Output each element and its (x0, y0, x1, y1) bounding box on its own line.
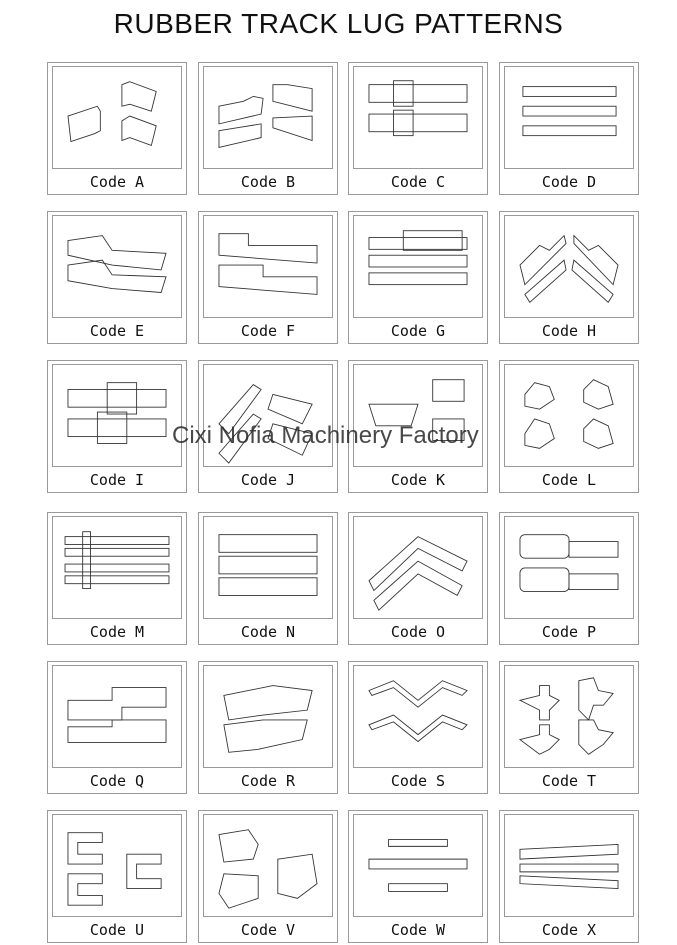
pattern-cell-f (198, 211, 338, 344)
lug-pattern-drawing (353, 364, 483, 467)
watermark: Cixi Nofia Machinery Factory (172, 422, 479, 449)
lug-pattern-drawing (203, 665, 333, 768)
page-title: RUBBER TRACK LUG PATTERNS (113, 8, 564, 39)
pattern-label: Code L (541, 471, 597, 489)
pattern-label: Code A (89, 173, 145, 191)
pattern-cell-q (47, 661, 187, 794)
pattern-label: Code O (390, 623, 446, 641)
lug-pattern-drawing (504, 215, 634, 318)
pattern-label: Code N (240, 623, 296, 641)
lug-pattern-drawing (52, 364, 182, 467)
pattern-label: Code M (89, 623, 145, 641)
pattern-label: Code B (240, 173, 296, 191)
pattern-label: Code V (240, 921, 296, 939)
pattern-cell-c (348, 62, 488, 195)
pattern-cell-t (499, 661, 639, 794)
pattern-cell-s (348, 661, 488, 794)
pattern-cell-x (499, 810, 639, 943)
pattern-label: Code D (541, 173, 597, 191)
pattern-cell-h (499, 211, 639, 344)
lug-pattern-drawing (52, 516, 182, 619)
pattern-cell-e (47, 211, 187, 344)
pattern-cell-p (499, 512, 639, 645)
lug-pattern-drawing (504, 516, 634, 619)
lug-pattern-drawing (504, 814, 634, 917)
pattern-label: Code W (390, 921, 446, 939)
lug-pattern-drawing (353, 665, 483, 768)
pattern-label: Code C (390, 173, 446, 191)
pattern-cell-b (198, 62, 338, 195)
pattern-label: Code P (541, 623, 597, 641)
pattern-label: Code I (89, 471, 145, 489)
pattern-label: Code J (240, 471, 296, 489)
pattern-cell-g (348, 211, 488, 344)
lug-pattern-drawing (504, 665, 634, 768)
pattern-cell-m (47, 512, 187, 645)
pattern-label: Code T (541, 772, 597, 790)
lug-pattern-drawing (203, 364, 333, 467)
lug-pattern-drawing (353, 66, 483, 169)
lug-pattern-drawing (504, 66, 634, 169)
pattern-label: Code F (240, 322, 296, 340)
lug-pattern-drawing (203, 66, 333, 169)
pattern-cell-v (198, 810, 338, 943)
lug-pattern-drawing (52, 66, 182, 169)
pattern-label: Code Q (89, 772, 145, 790)
lug-pattern-drawing (353, 516, 483, 619)
lug-pattern-drawing (504, 364, 634, 467)
pattern-label: Code R (240, 772, 296, 790)
lug-pattern-drawing (203, 516, 333, 619)
pattern-label: Code G (390, 322, 446, 340)
lug-pattern-drawing (353, 215, 483, 318)
pattern-cell-i (47, 360, 187, 493)
pattern-label: Code K (390, 471, 446, 489)
pattern-cell-r (198, 661, 338, 794)
pattern-cell-o (348, 512, 488, 645)
pattern-cell-w (348, 810, 488, 943)
pattern-cell-u (47, 810, 187, 943)
lug-pattern-drawing (52, 814, 182, 917)
lug-pattern-drawing (52, 665, 182, 768)
pattern-label: Code E (89, 322, 145, 340)
pattern-label: Code H (541, 322, 597, 340)
pattern-label: Code X (541, 921, 597, 939)
pattern-cell-a (47, 62, 187, 195)
pattern-label: Code U (89, 921, 145, 939)
pattern-label: Code S (390, 772, 446, 790)
pattern-cell-l (499, 360, 639, 493)
pattern-cell-n (198, 512, 338, 645)
pattern-cell-d (499, 62, 639, 195)
lug-pattern-drawing (203, 215, 333, 318)
lug-pattern-drawing (52, 215, 182, 318)
lug-pattern-drawing (353, 814, 483, 917)
lug-pattern-drawing (203, 814, 333, 917)
